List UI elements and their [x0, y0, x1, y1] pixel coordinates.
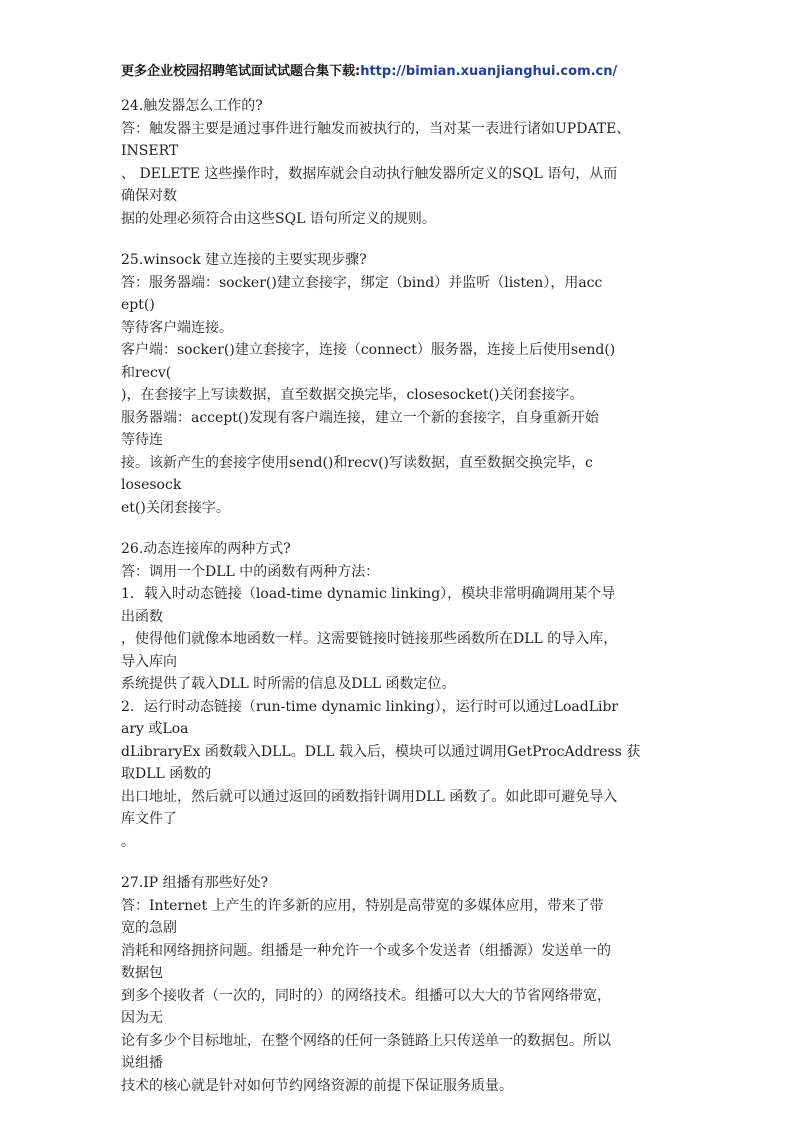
answer-line: 答：服务器端：socker()建立套接字，绑定（bind）并监听（listen），用acc	[121, 274, 603, 291]
answer-line: dLibraryEx 函数载入DLL。DLL 载入后，模块可以通过调用GetProcAddress 获	[121, 743, 641, 760]
answer-line: 答：Internet 上产生的许多新的应用，特别是高带宽的多媒体应用，带来了带	[121, 897, 604, 914]
answer-line: 出函数	[121, 608, 163, 625]
question-26-title: 26.动态连接库的两种方式?	[121, 541, 291, 557]
answer-line: 到多个接收者（一次的，同时的）的网络技术。组播可以大大的节省网络带宽，	[121, 987, 611, 1004]
answer-line: 答：调用一个DLL 中的函数有两种方法：	[121, 563, 380, 580]
question-25-title: 25.winsock 建立连接的主要实现步骤?	[121, 252, 367, 268]
answer-line: 、 DELETE 这些操作时，数据库就会自动执行触发器所定义的SQL 语句，从而	[121, 165, 618, 182]
download-header	[121, 60, 617, 79]
answer-line: 宽的急剧	[121, 920, 177, 936]
answer-line: 。	[121, 833, 135, 850]
answer-line: 和recv(	[121, 364, 172, 381]
answer-line: ept()	[121, 297, 155, 313]
answer-line: 接。该新产生的套接字使用send()和recv()写读数据，直至数据交换完毕，c	[121, 454, 593, 471]
answer-line: 2．运行时动态链接（run-time dynamic linking），运行时可以通过LoadLibr	[121, 698, 619, 715]
question-24-title: 24.触发器怎么工作的?	[121, 98, 263, 114]
answer-line: 服务器端：accept()发现有客户端连接，建立一个新的套接字，自身重新开始	[121, 409, 599, 426]
answer-line: 系统提供了载入DLL 时所需的信息及DLL 函数定位。	[121, 676, 456, 692]
question-27	[121, 872, 686, 1097]
answer-line: 出口地址，然后就可以通过返回的函数指针调用DLL 函数了。如此即可避免导入	[121, 788, 618, 805]
answer-line: )，在套接字上写读数据，直至数据交换完毕，closesocket()关闭套接字。	[121, 387, 584, 403]
answer-line: 取DLL 函数的	[121, 766, 212, 782]
answer-line: 答：触发器主要是通过事件进行触发而被执行的，当对某一表进行诸如UPDATE、	[121, 120, 631, 137]
answer-line: INSERT	[121, 143, 179, 159]
answer-line: 等待连	[121, 432, 163, 448]
answer-line: 数据包	[121, 965, 163, 981]
answer-line: losesock	[121, 477, 182, 493]
answer-line: 因为无	[121, 1010, 163, 1026]
answer-line: 技术的核心就是针对如何节约网络资源的前提下保证服务质量。	[121, 1077, 513, 1094]
document-body	[121, 95, 686, 1116]
question-25	[121, 249, 686, 519]
answer-line: 说组播	[121, 1055, 163, 1071]
answer-line: 导入库向	[121, 653, 177, 670]
answer-line: ，使得他们就像本地函数一样。这需要链接时链接那些函数所在DLL 的导入库，	[121, 631, 618, 647]
answer-line: 消耗和网络拥挤问题。组播是一种允许一个或多个发送者（组播源）发送单一的	[121, 942, 611, 959]
answer-line: et()关闭套接字。	[121, 499, 230, 516]
answer-line: ary 或Loa	[121, 721, 189, 737]
header-label: 更多企业校园招聘笔试面试试题合集下载:	[121, 64, 361, 79]
question-27-title: 27.IP 组播有那些好处?	[121, 875, 269, 891]
answer-line: 据的处理必须符合由这些SQL 语句所定义的规则。	[121, 210, 436, 227]
answer-line: 论有多少个目标地址，在整个网络的任何一条链路上只传送单一的数据包。所以	[121, 1032, 611, 1049]
answer-line: 客户端：socker()建立套接字，连接（connect）服务器，连接上后使用send()	[121, 342, 616, 358]
question-26	[121, 538, 686, 853]
question-24	[121, 95, 686, 230]
answer-line: 1．载入时动态链接（load-time dynamic linking），模块非常明确调用某个导	[121, 586, 616, 602]
answer-line: 等待客户端连接。	[121, 319, 233, 336]
header-link[interactable]: http://bimian.xuanjianghui.com.cn/	[360, 64, 618, 79]
answer-line: 确保对数	[121, 188, 177, 204]
answer-line: 库文件了	[121, 811, 177, 827]
